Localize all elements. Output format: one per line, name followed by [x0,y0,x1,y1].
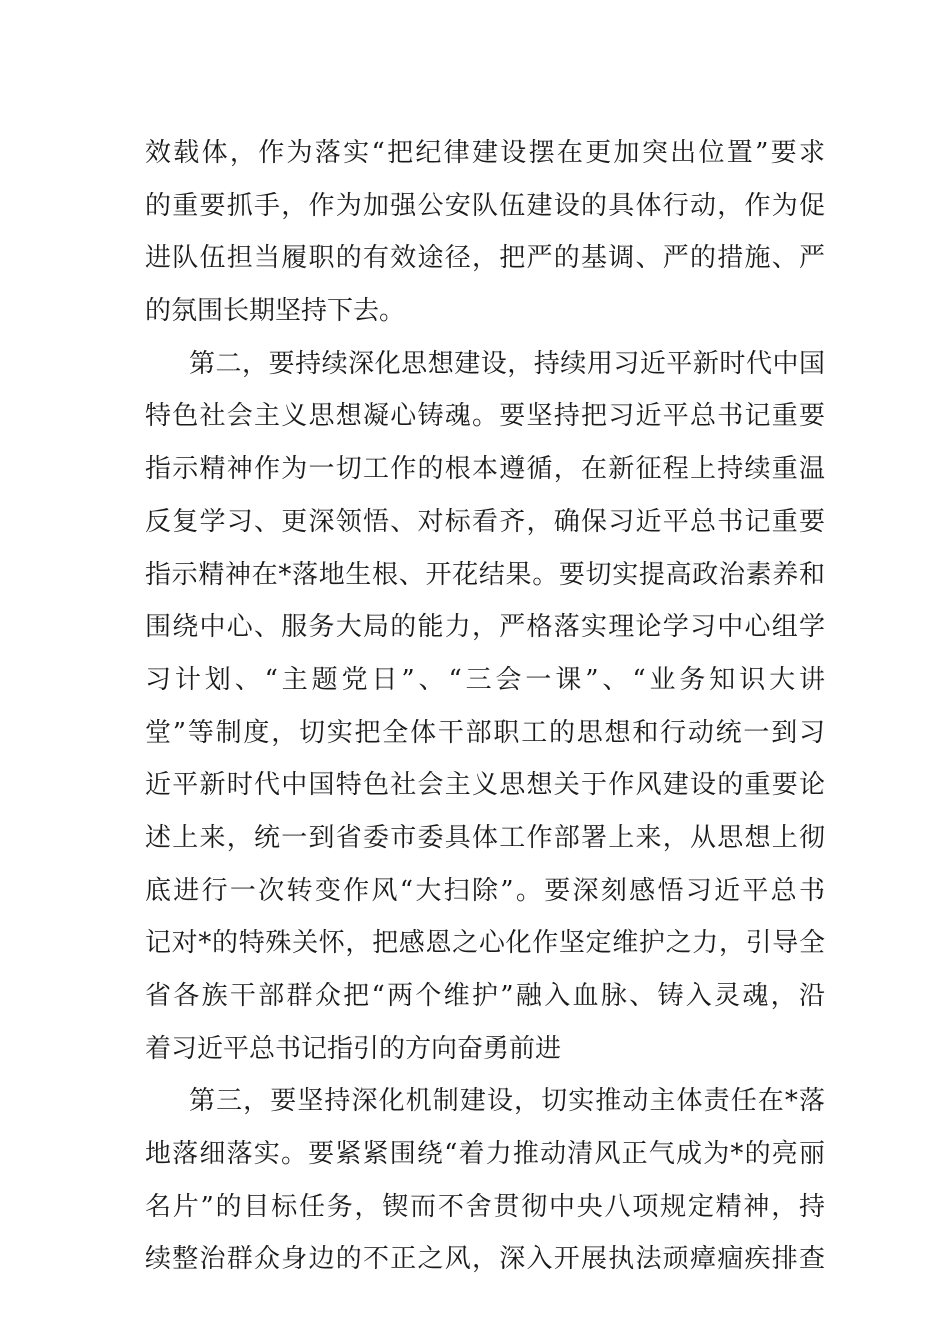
text-line: 的氛围长期坚持下去。 [145,296,406,327]
text-line: 记对*的特殊关怀，把感恩之心化作坚定维护之力，引导全 [145,928,825,959]
text-line: 着习近平总书记指引的方向奋勇前进 [145,1033,562,1064]
paragraph-start-line: 第二，要持续深化思想建设，持续用习近平新时代中国 [189,348,825,379]
text-line: 地落细落实。要紧紧围绕“着力推动清风正气成为*的亮丽 [145,1139,825,1170]
text-line: 特色社会主义思想凝心铸魂。要坚持把习近平总书记重要 [145,401,825,432]
paragraph-start-line: 第三，要坚持深化机制建设，切实推动主体责任在*落 [189,1086,825,1117]
text-line: 堂”等制度，切实把全体干部职工的思想和行动统一到习 [145,717,825,748]
text-line: 的重要抓手，作为加强公安队伍建设的具体行动，作为促 [145,190,825,221]
text-line: 反复学习、更深领悟、对标看齐，确保习近平总书记重要 [145,506,825,537]
text-line: 围绕中心、服务大局的能力，严格落实理论学习中心组学 [145,612,825,643]
document-body [145,127,825,1286]
text-line: 指示精神作为一切工作的根本遵循，在新征程上持续重温 [145,454,825,485]
text-line: 习计划、“主题党日”、“三会一课”、“业务知识大讲 [145,664,825,695]
text-line: 续整治群众身边的不正之风，深入开展执法顽瘴痼疾排查 [145,1244,825,1275]
text-line: 进队伍担当履职的有效途径，把严的基调、严的措施、严 [145,243,825,274]
text-line: 名片”的目标任务，锲而不舍贯彻中央八项规定精神，持 [145,1191,825,1222]
text-line: 指示精神在*落地生根、开花结果。要切实提高政治素养和 [145,559,825,590]
text-line: 述上来，统一到省委市委具体工作部署上来，从思想上彻 [145,822,825,853]
text-line: 效载体，作为落实“把纪律建设摆在更加突出位置”要求 [145,138,825,168]
text-line: 底进行一次转变作风“大扫除”。要深刻感悟习近平总书 [145,875,825,906]
text-line: 省各族干部群众把“两个维护”融入血脉、铸入灵魂，沿 [145,981,825,1011]
text-line: 近平新时代中国特色社会主义思想关于作风建设的重要论 [145,770,825,801]
